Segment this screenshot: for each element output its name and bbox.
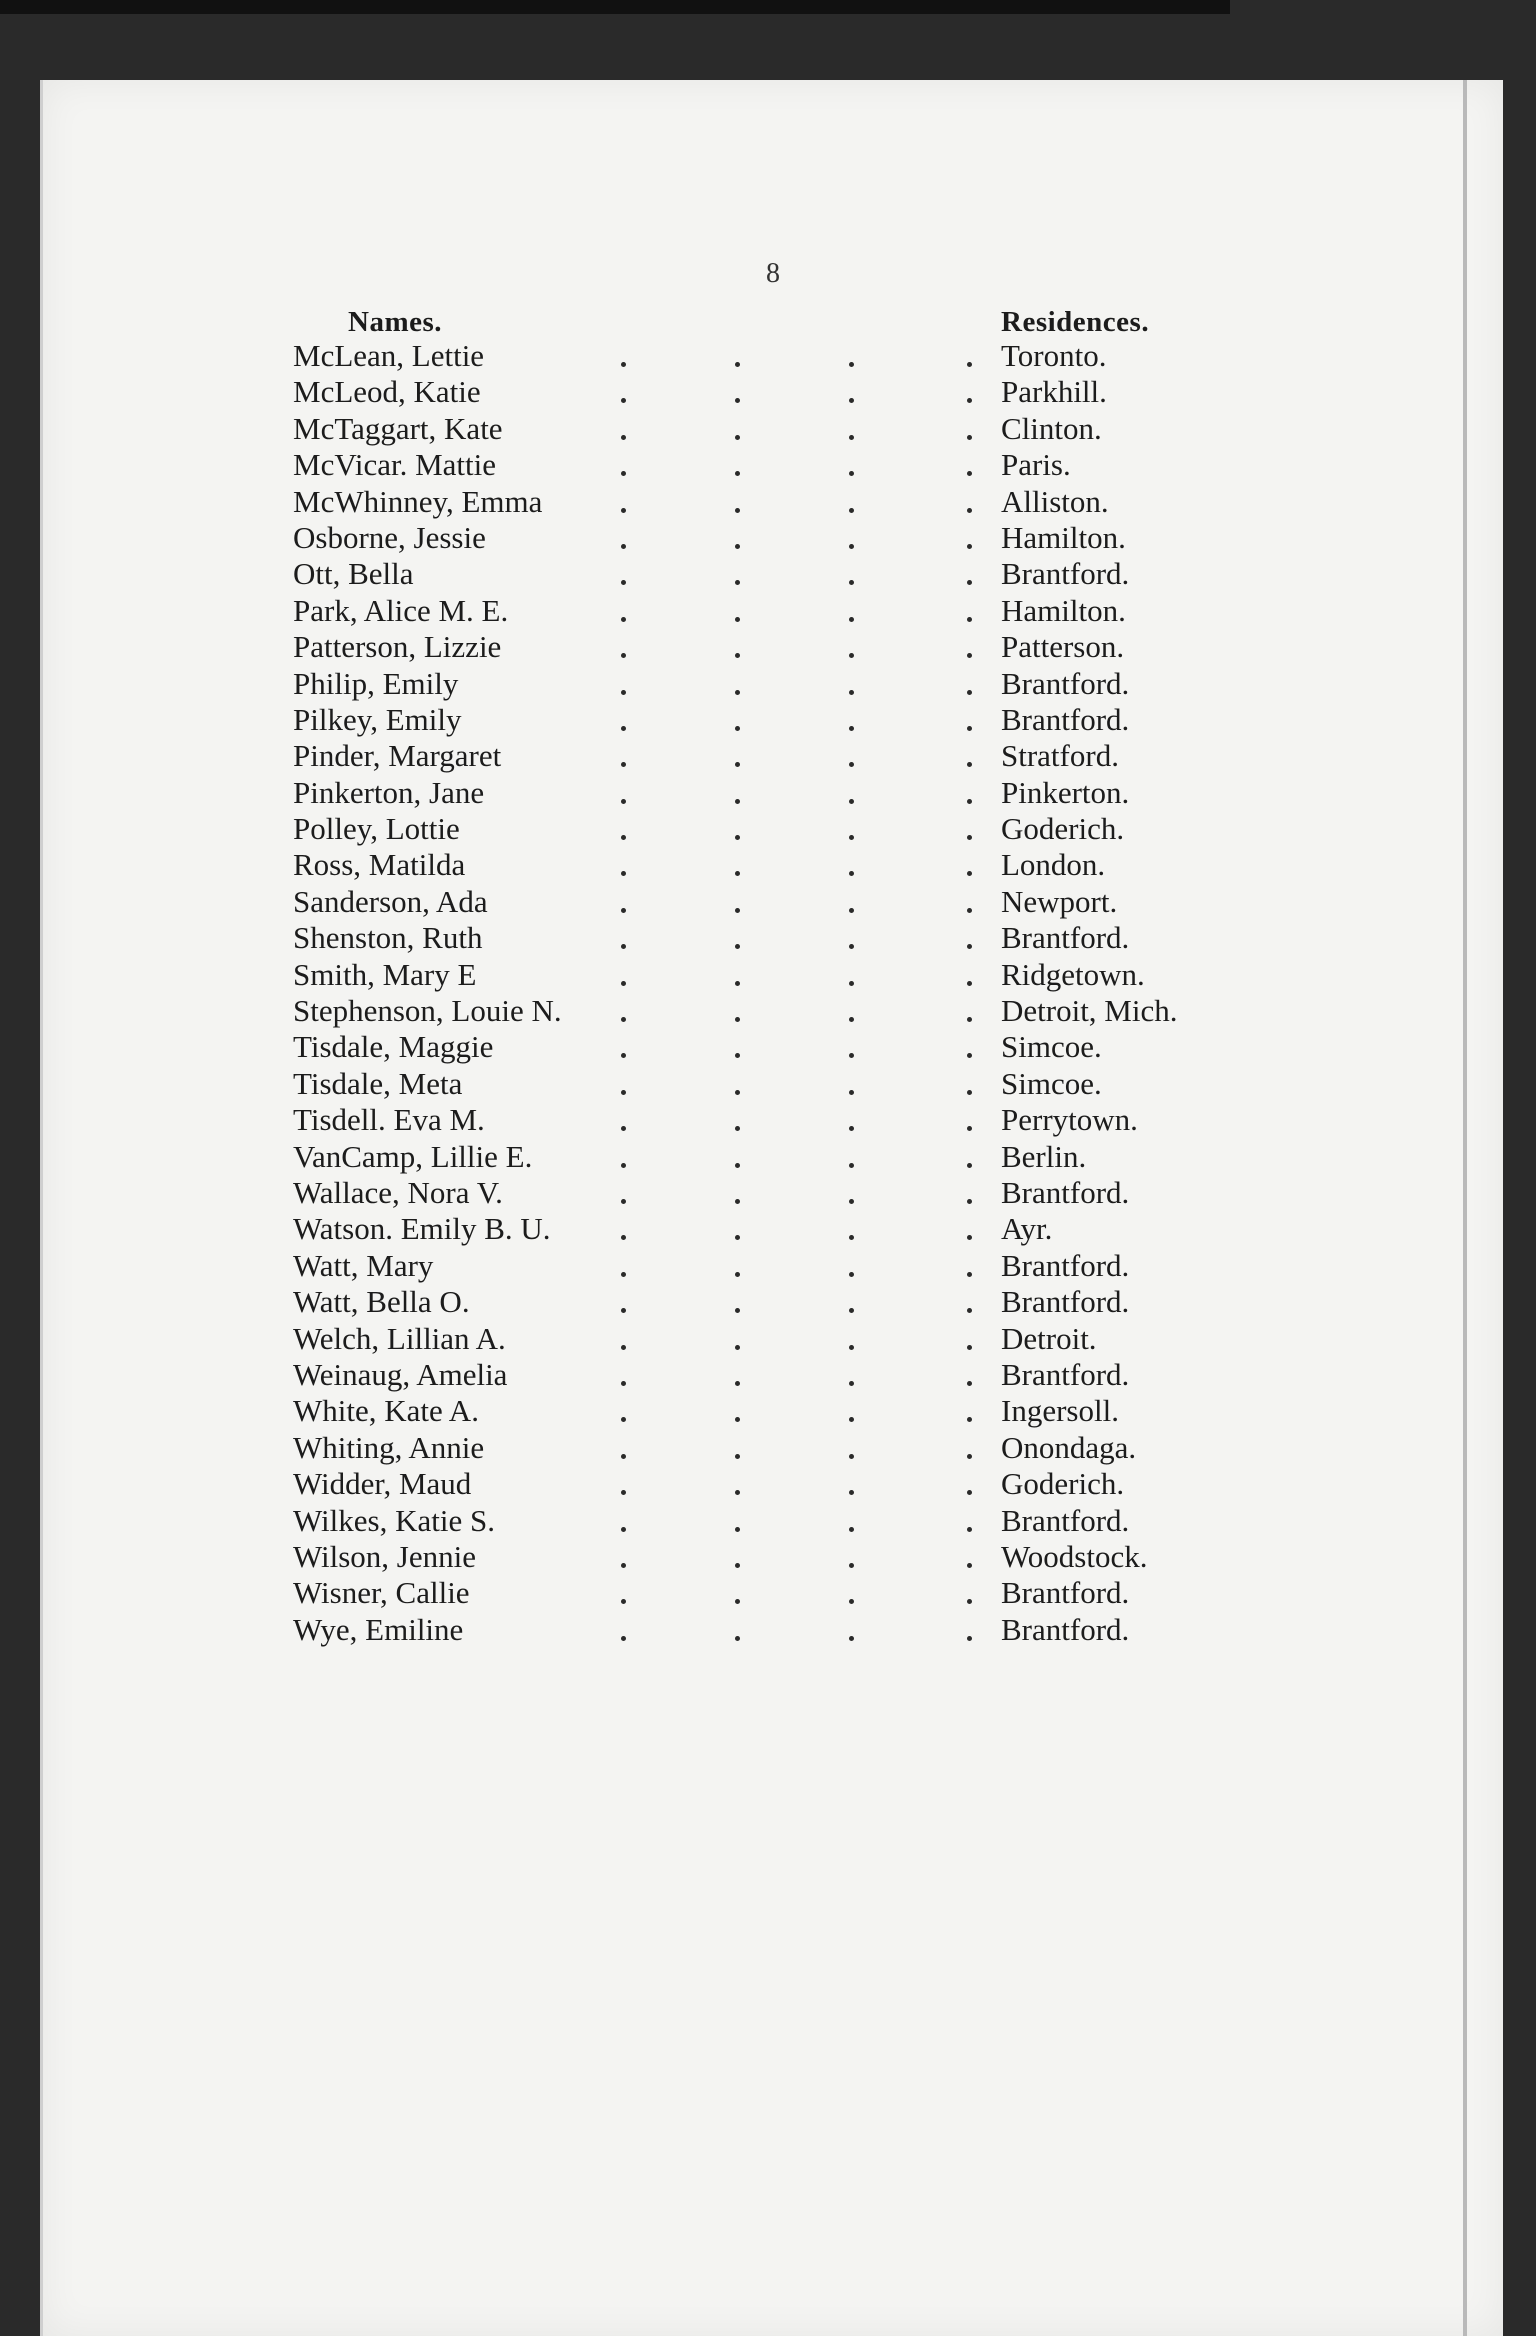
dot-leader <box>621 871 626 876</box>
dot-leader <box>849 1053 854 1058</box>
dot-leader <box>849 908 854 913</box>
student-name: McWhinney, Emma <box>293 483 543 519</box>
dot-leader <box>621 1272 626 1277</box>
dot-leader <box>735 617 740 622</box>
student-residence: Goderich. <box>1001 811 1125 847</box>
dot-leader <box>849 799 854 804</box>
student-residence: Ingersoll. <box>1001 1393 1119 1429</box>
names-column-header: Names. <box>348 306 443 338</box>
list-item <box>43 1248 1503 1284</box>
dot-leader <box>967 1454 972 1459</box>
student-name: McVicar. Mattie <box>293 447 497 483</box>
dot-leader <box>621 398 626 403</box>
list-item <box>43 811 1503 847</box>
dot-leader <box>967 544 972 549</box>
dot-leader <box>621 1345 626 1350</box>
scan-top-edge <box>0 0 1230 14</box>
dot-leader <box>967 908 972 913</box>
dot-leader <box>849 1381 854 1386</box>
student-name: McLeod, Katie <box>293 374 481 410</box>
dot-leader <box>967 1017 972 1022</box>
student-residence: Brantford. <box>1001 1575 1130 1611</box>
student-name: Watt, Bella O. <box>293 1284 470 1320</box>
dot-leader <box>967 1053 972 1058</box>
dot-leader <box>735 1381 740 1386</box>
dot-leader <box>849 1417 854 1422</box>
dot-leader <box>735 981 740 986</box>
dot-leader <box>967 653 972 658</box>
dot-leader <box>735 762 740 767</box>
student-residence: Brantford. <box>1001 920 1130 956</box>
dot-leader <box>621 1308 626 1313</box>
dot-leader <box>967 1417 972 1422</box>
dot-leader <box>967 1381 972 1386</box>
list-item <box>43 957 1503 993</box>
student-name: Welch, Lillian A. <box>293 1320 506 1356</box>
student-residence: Brantford. <box>1001 1284 1130 1320</box>
dot-leader <box>621 617 626 622</box>
dot-leader <box>967 1345 972 1350</box>
dot-leader <box>967 435 972 440</box>
list-item <box>43 1539 1503 1575</box>
dot-leader <box>621 471 626 476</box>
dot-leader <box>621 653 626 658</box>
dot-leader <box>621 1490 626 1495</box>
list-item <box>43 1466 1503 1502</box>
student-residence: Brantford. <box>1001 556 1130 592</box>
dot-leader <box>735 1527 740 1532</box>
dot-leader <box>967 981 972 986</box>
dot-leader <box>621 362 626 367</box>
student-name: Ott, Bella <box>293 556 414 592</box>
dot-leader <box>967 871 972 876</box>
student-name: Philip, Emily <box>293 665 459 701</box>
dot-leader <box>849 1527 854 1532</box>
student-residence: London. <box>1001 847 1106 883</box>
student-name: Ross, Matilda <box>293 847 466 883</box>
dot-leader <box>967 398 972 403</box>
dot-leader <box>621 1199 626 1204</box>
dot-leader <box>621 435 626 440</box>
dot-leader <box>735 1053 740 1058</box>
dot-leader <box>735 1126 740 1131</box>
list-item <box>43 920 1503 956</box>
student-residence: Brantford. <box>1001 1174 1130 1210</box>
student-name: Osborne, Jessie <box>293 519 486 555</box>
dot-leader <box>735 726 740 731</box>
dot-leader <box>967 508 972 513</box>
list-item <box>43 1139 1503 1175</box>
dot-leader <box>621 1636 626 1641</box>
dot-leader <box>849 580 854 585</box>
dot-leader <box>621 726 626 731</box>
dot-leader <box>735 1563 740 1568</box>
student-residence: Hamilton. <box>1001 519 1126 555</box>
student-name: Tisdale, Meta <box>293 1065 463 1101</box>
student-residence: Detroit, Mich. <box>1001 993 1178 1029</box>
dot-leader <box>967 362 972 367</box>
dot-leader <box>735 1490 740 1495</box>
student-residence: Stratford. <box>1001 738 1119 774</box>
dot-leader <box>849 726 854 731</box>
dot-leader <box>735 580 740 585</box>
dot-leader <box>849 1199 854 1204</box>
list-item <box>43 447 1503 483</box>
dot-leader <box>735 1017 740 1022</box>
dot-leader <box>621 835 626 840</box>
list-item <box>43 1284 1503 1320</box>
dot-leader <box>967 1235 972 1240</box>
student-residence: Brantford. <box>1001 1502 1130 1538</box>
dot-leader <box>735 508 740 513</box>
list-item <box>43 1321 1503 1357</box>
dot-leader <box>967 1308 972 1313</box>
dot-leader <box>849 1272 854 1277</box>
dot-leader <box>849 1563 854 1568</box>
dot-leader <box>849 617 854 622</box>
student-name: Polley, Lottie <box>293 811 460 847</box>
student-residence: Toronto. <box>1001 338 1107 373</box>
dot-leader <box>849 1308 854 1313</box>
dot-leader <box>621 944 626 949</box>
dot-leader <box>967 1272 972 1277</box>
dot-leader <box>735 1090 740 1095</box>
dot-leader <box>621 508 626 513</box>
list-item <box>43 1612 1503 1648</box>
dot-leader <box>967 1490 972 1495</box>
dot-leader <box>621 1053 626 1058</box>
dot-leader <box>849 435 854 440</box>
dot-leader <box>735 1308 740 1313</box>
dot-leader <box>849 1490 854 1495</box>
student-name: Pilkey, Emily <box>293 701 462 737</box>
list-item <box>43 993 1503 1029</box>
dot-leader <box>849 653 854 658</box>
dot-leader <box>849 690 854 695</box>
dot-leader <box>849 508 854 513</box>
dot-leader <box>967 471 972 476</box>
dot-leader <box>849 944 854 949</box>
list-item <box>43 338 1503 374</box>
student-name: Pinkerton, Jane <box>293 774 485 810</box>
dot-leader <box>967 580 972 585</box>
student-name: Park, Alice M. E. <box>293 592 509 628</box>
student-residence: Parkhill. <box>1001 374 1107 410</box>
student-name: Wallace, Nora V. <box>293 1174 503 1210</box>
student-name: White, Kate A. <box>293 1393 479 1429</box>
dot-leader <box>735 1163 740 1168</box>
list-item <box>43 1503 1503 1539</box>
dot-leader <box>849 1345 854 1350</box>
student-residence: Clinton. <box>1001 410 1102 446</box>
dot-leader <box>967 1636 972 1641</box>
list-item <box>43 1066 1503 1102</box>
dot-leader <box>621 690 626 695</box>
dot-leader <box>735 835 740 840</box>
dot-leader <box>967 1527 972 1532</box>
student-residence: Brantford. <box>1001 701 1130 737</box>
student-name: Pinder, Margaret <box>293 738 502 774</box>
list-item <box>43 1575 1503 1611</box>
dot-leader <box>735 690 740 695</box>
dot-leader <box>621 1454 626 1459</box>
dot-leader <box>849 362 854 367</box>
student-name: Wye, Emiline <box>293 1611 464 1647</box>
dot-leader <box>621 580 626 585</box>
dot-leader <box>735 871 740 876</box>
dot-leader <box>735 544 740 549</box>
dot-leader <box>967 835 972 840</box>
student-name: Wilkes, Katie S. <box>293 1502 495 1538</box>
student-residence: Ayr. <box>1001 1211 1053 1247</box>
dot-leader <box>735 908 740 913</box>
dot-leader <box>735 1199 740 1204</box>
dot-leader <box>621 1599 626 1604</box>
list-item <box>43 1211 1503 1247</box>
student-residence: Onondaga. <box>1001 1429 1137 1465</box>
student-residence: Goderich. <box>1001 1466 1125 1502</box>
student-name: Sanderson, Ada <box>293 883 488 919</box>
dot-leader <box>735 1345 740 1350</box>
student-name: McTaggart, Kate <box>293 410 503 446</box>
dot-leader <box>621 799 626 804</box>
dot-leader <box>735 1599 740 1604</box>
list-item <box>43 1430 1503 1466</box>
student-residence: Brantford. <box>1001 665 1130 701</box>
dot-leader <box>735 944 740 949</box>
student-residence: Berlin. <box>1001 1138 1087 1174</box>
dot-leader <box>849 981 854 986</box>
dot-leader <box>967 1163 972 1168</box>
student-name: Shenston, Ruth <box>293 920 483 956</box>
student-residence: Patterson. <box>1001 629 1125 665</box>
dot-leader <box>967 1563 972 1568</box>
dot-leader <box>849 1163 854 1168</box>
dot-leader <box>735 1272 740 1277</box>
dot-leader <box>621 908 626 913</box>
dot-leader <box>621 1381 626 1386</box>
student-name: VanCamp, Lillie E. <box>293 1138 533 1174</box>
dot-leader <box>849 762 854 767</box>
dot-leader <box>621 981 626 986</box>
student-residence: Ridgetown. <box>1001 956 1145 992</box>
student-name: Tisdell. Eva M. <box>293 1102 485 1138</box>
list-item <box>43 629 1503 665</box>
student-residence: Brantford. <box>1001 1356 1130 1392</box>
dot-leader <box>735 653 740 658</box>
student-name: McLean, Lettie <box>293 338 485 373</box>
list-item <box>43 775 1503 811</box>
list-item <box>43 1175 1503 1211</box>
dot-leader <box>621 1527 626 1532</box>
dot-leader <box>849 1235 854 1240</box>
list-item <box>43 411 1503 447</box>
student-residence: Paris. <box>1001 447 1071 483</box>
dot-leader <box>621 1563 626 1568</box>
student-residence: Woodstock. <box>1001 1538 1148 1574</box>
dot-leader <box>849 835 854 840</box>
list-item <box>43 1102 1503 1138</box>
student-name: Tisdale, Maggie <box>293 1029 494 1065</box>
student-name: Stephenson, Louie N. <box>293 993 562 1029</box>
student-list <box>43 338 1503 1648</box>
list-item <box>43 593 1503 629</box>
dot-leader <box>621 1235 626 1240</box>
dot-leader <box>849 1636 854 1641</box>
dot-leader <box>849 544 854 549</box>
student-residence: Alliston. <box>1001 483 1109 519</box>
dot-leader <box>621 1017 626 1022</box>
dot-leader <box>849 871 854 876</box>
dot-leader <box>735 799 740 804</box>
student-name: Wisner, Callie <box>293 1575 470 1611</box>
student-residence: Hamilton. <box>1001 592 1126 628</box>
student-name: Weinaug, Amelia <box>293 1356 508 1392</box>
dot-leader <box>735 362 740 367</box>
dot-leader <box>849 1599 854 1604</box>
dot-leader <box>735 1417 740 1422</box>
dot-leader <box>735 398 740 403</box>
student-name: Watt, Mary <box>293 1247 434 1283</box>
student-name: Wilson, Jennie <box>293 1538 477 1574</box>
list-item <box>43 374 1503 410</box>
student-residence: Newport. <box>1001 883 1118 919</box>
dot-leader <box>967 762 972 767</box>
list-item <box>43 847 1503 883</box>
dot-leader <box>967 617 972 622</box>
list-item <box>43 702 1503 738</box>
student-name: Smith, Mary E <box>293 956 477 992</box>
dot-leader <box>735 471 740 476</box>
list-item <box>43 1393 1503 1429</box>
list-item <box>43 484 1503 520</box>
dot-leader <box>621 1417 626 1422</box>
dot-leader <box>849 471 854 476</box>
dot-leader <box>621 544 626 549</box>
dot-leader <box>621 1163 626 1168</box>
dot-leader <box>849 1017 854 1022</box>
dot-leader <box>849 1126 854 1131</box>
list-item <box>43 1029 1503 1065</box>
page-number: 8 <box>766 258 780 289</box>
list-item <box>43 666 1503 702</box>
dot-leader <box>967 1599 972 1604</box>
dot-leader <box>967 726 972 731</box>
list-item <box>43 1357 1503 1393</box>
residences-column-header: Residences. <box>1001 306 1150 338</box>
student-residence: Detroit. <box>1001 1320 1097 1356</box>
student-name: Widder, Maud <box>293 1466 472 1502</box>
dot-leader <box>849 1454 854 1459</box>
student-residence: Brantford. <box>1001 1247 1130 1283</box>
list-item <box>43 738 1503 774</box>
student-residence: Simcoe. <box>1001 1029 1102 1065</box>
dot-leader <box>621 1090 626 1095</box>
dot-leader <box>967 799 972 804</box>
dot-leader <box>735 1454 740 1459</box>
document-page <box>40 80 1503 2336</box>
student-residence: Brantford. <box>1001 1611 1130 1647</box>
list-item <box>43 556 1503 592</box>
dot-leader <box>967 1090 972 1095</box>
dot-leader <box>967 690 972 695</box>
student-name: Watson. Emily B. U. <box>293 1211 551 1247</box>
list-item <box>43 884 1503 920</box>
dot-leader <box>735 435 740 440</box>
student-residence: Simcoe. <box>1001 1065 1102 1101</box>
list-item <box>43 520 1503 556</box>
dot-leader <box>621 762 626 767</box>
dot-leader <box>967 944 972 949</box>
dot-leader <box>849 398 854 403</box>
dot-leader <box>849 1090 854 1095</box>
dot-leader <box>621 1126 626 1131</box>
dot-leader <box>967 1199 972 1204</box>
dot-leader <box>967 1126 972 1131</box>
student-name: Whiting, Annie <box>293 1429 485 1465</box>
dot-leader <box>735 1235 740 1240</box>
student-residence: Perrytown. <box>1001 1102 1138 1138</box>
student-name: Patterson, Lizzie <box>293 629 502 665</box>
student-residence: Pinkerton. <box>1001 774 1130 810</box>
dot-leader <box>735 1636 740 1641</box>
